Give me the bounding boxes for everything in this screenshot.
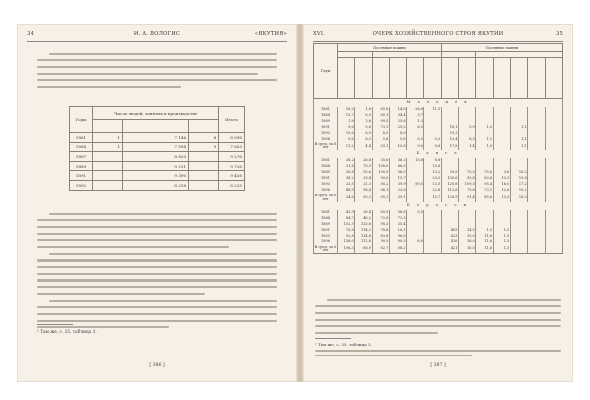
- stats-header-group-2: Посевные пашни: [441, 44, 562, 52]
- right-page: [303, 24, 573, 382]
- table-cell: 426: [441, 239, 458, 245]
- table-cell: 38,2: [338, 176, 355, 182]
- right-text-block: [315, 294, 561, 334]
- table-cell: 15,8: [389, 142, 406, 150]
- table-cell: 29,4: [355, 176, 372, 182]
- table-cell: 138,0: [338, 239, 355, 245]
- table-cell: 82,7: [372, 245, 389, 254]
- table-cell: 16,3: [510, 194, 527, 202]
- table-cell: 5,5: [424, 137, 441, 143]
- table-cell: 5,8: [389, 137, 406, 143]
- table-row: 1896 9,6 8,2 5,8 5,8 5,5 5,5 15,4 8,5 1,1 1,1: [314, 137, 563, 143]
- table-cell: 8,6: [389, 131, 406, 137]
- table-cell: 23,5: [338, 182, 355, 188]
- left-author: И. А. ВОЛОГИС: [133, 31, 181, 37]
- table-cell: 112,8: [355, 239, 372, 245]
- table-cell: 8,5: [459, 137, 476, 143]
- table-cell: 70,8: [338, 228, 355, 234]
- table-cell: 50,2: [355, 194, 372, 202]
- table-cell: 78,8: [372, 228, 389, 234]
- table-cell: 99,5: [372, 119, 389, 125]
- table-cell: 13,5: [424, 182, 441, 188]
- stats-column-header: [355, 58, 372, 99]
- table-average-row: В сред. за 6 лет 34,6 50,2 95,1 39,1 15,7 128,9 91,4 85,6 13,3 16,3: [314, 194, 563, 202]
- table-cell: 14,5: [459, 228, 476, 234]
- table-cell: 72,8: [372, 216, 389, 222]
- table-cell: 70,5: [459, 170, 476, 176]
- table-cell: 1,8: [338, 119, 355, 125]
- right-footnote-rule: [315, 338, 351, 339]
- table-cell: 46,2: [355, 216, 372, 222]
- table-cell: 6,5: [407, 125, 424, 131]
- table-cell: 102,3: [338, 222, 355, 228]
- table-cell: 36,6: [389, 210, 406, 216]
- table-cell: 13,2: [424, 170, 441, 176]
- table-cell: 113,8: [441, 188, 458, 194]
- stats-column-header: [493, 58, 510, 99]
- table-cell: 91,4: [459, 194, 476, 202]
- table-row: 1889 1,8 3,6 99,5 25,6 1,3: [314, 119, 563, 125]
- stats-header-year: Годы: [314, 44, 338, 99]
- table-cell: 90,5: [372, 239, 389, 245]
- table-cell: 29,2: [389, 125, 406, 131]
- table-cell: 1,4: [459, 142, 476, 150]
- stats-column-header: [407, 58, 424, 99]
- table-cell: 25,6: [389, 119, 406, 125]
- table-row: 1896 138,0 112,8 90,5 90,5 6,9 426 16,0 11,6 1,5: [314, 239, 563, 245]
- table-cell: 39,9: [389, 182, 406, 188]
- table-cell: 11,2: [338, 142, 355, 150]
- table-cell: 83,8: [372, 234, 389, 240]
- right-roman-numeral: XVI.: [313, 31, 325, 37]
- table-cell: 5,8: [355, 125, 372, 131]
- table-cell: 55,6: [355, 170, 372, 176]
- table-row: 1884 31,8 70,9 108,0 86,5 15,8: [314, 164, 563, 170]
- table-section-label: Б а я г а: [314, 150, 563, 158]
- table-cell: 11,6: [476, 234, 493, 240]
- table-cell: 114,8: [355, 234, 372, 240]
- table-cell: 38,2: [338, 158, 355, 164]
- table-cell: 423: [441, 234, 458, 240]
- table-cell: [528, 245, 545, 254]
- table-cell: 95,4: [476, 182, 493, 188]
- stats-column-header: [441, 58, 458, 99]
- table-cell: 1,5: [493, 228, 510, 234]
- table-cell: 26,8: [338, 170, 355, 176]
- table-cell: 1,6: [355, 107, 372, 113]
- left-text-block-top: [37, 48, 277, 88]
- table-cell: 12,6: [493, 188, 510, 194]
- table-cell: 13,7: [338, 113, 355, 119]
- left-table-subheader: [92, 120, 122, 133]
- table-cell: 15,0: [459, 234, 476, 240]
- table-cell: 88,9: [355, 245, 372, 254]
- left-footnote: ¹ Там же, с. 35, таблица 3.: [37, 330, 97, 335]
- table-cell: 36,4: [355, 210, 372, 216]
- table-cell: 16,0: [459, 245, 476, 254]
- table-average-row: В сред. за 6 лет 11,2 4,4 33,1 15,8 9,6 9,8 17,8 1,4 1,0 1,1: [314, 142, 563, 150]
- table-cell: 15,8: [424, 164, 441, 170]
- table-cell: 35,6: [372, 158, 389, 164]
- table-row: 1884 1 7 594 9 7 603: [70, 142, 245, 152]
- table-cell: 9,6: [407, 142, 424, 150]
- table-cell: 80,1: [372, 113, 389, 119]
- table-cell: 13,3: [493, 176, 510, 182]
- table-cell: [528, 142, 545, 150]
- stats-column-header: [476, 58, 493, 99]
- table-cell: 1,3: [407, 119, 424, 125]
- table-cell: 20,5: [424, 176, 441, 182]
- table-cell: [528, 194, 545, 202]
- left-head-rule: [27, 41, 287, 42]
- table-cell: 83,6: [476, 176, 493, 182]
- stats-column-header: [528, 58, 545, 99]
- statistics-table: [313, 43, 563, 254]
- table-row: 1893 92,8 114,8 83,8 96,8 423 15,0 11,6 1,5: [314, 234, 563, 240]
- table-cell: [510, 245, 527, 254]
- table-cell: 84,7: [338, 216, 355, 222]
- table-cell: 6,9: [355, 113, 372, 119]
- table-row: 1896 48,5 96,4 96,1 23,6 22,6 113,8 79,8 73,1 12,6 10,2: [314, 188, 563, 194]
- stats-column-header: [459, 58, 476, 99]
- table-cell: 16,2: [510, 170, 527, 176]
- table-cell: 1,5: [493, 239, 510, 245]
- table-cell: 17,2: [510, 182, 527, 188]
- right-footnote: ¹ Там же, с. 35, таблица 3.: [315, 342, 372, 347]
- table-cell: 11,6: [476, 239, 493, 245]
- table-section-label: Б о р о г о н: [314, 202, 563, 210]
- table-cell: 18,1: [389, 228, 406, 234]
- table-cell: 95,2: [372, 182, 389, 188]
- table-cell: 3,7: [407, 113, 424, 119]
- table-cell: 130,6: [441, 176, 458, 182]
- table-cell: [493, 142, 510, 150]
- table-row: 1891 38,2 29,4 90,0 15,7 20,5 130,6 95,8 83,6 13,3 19,8: [314, 176, 563, 182]
- left-table-subheader: [189, 120, 219, 133]
- table-cell: 26,8: [355, 158, 372, 164]
- table-row: 1884 13,7 6,9 80,1 34,4 3,7: [314, 113, 563, 119]
- table-cell: 1,5: [476, 228, 493, 234]
- left-page: [17, 24, 297, 382]
- table-cell: 120,8: [441, 182, 458, 188]
- table-average-row: В сред. за 6 лет 106,3 88,9 82,7 58,2 421 16,0 11,6 1,5: [314, 245, 563, 254]
- table-cell: 85,6: [476, 194, 493, 202]
- stats-column-header: [424, 58, 441, 99]
- table-cell: 58,2: [389, 245, 406, 254]
- table-cell: 92,8: [338, 234, 355, 240]
- table-cell: 100,9: [372, 170, 389, 176]
- stats-column-header: [338, 58, 355, 99]
- table-cell: 9,8: [424, 142, 441, 150]
- left-running-title: «ЯКУТИЯ»: [254, 31, 287, 37]
- table-cell: 5,5: [407, 137, 424, 143]
- table-cell: 16,2: [338, 107, 355, 113]
- table-cell: 1,0: [476, 125, 493, 131]
- table-cell: 22,6: [424, 188, 441, 194]
- table-cell: 3,6: [493, 170, 510, 176]
- table-cell: 11,3: [424, 107, 441, 113]
- table-cell: 15,6: [407, 158, 424, 164]
- table-cell: 36,2: [389, 158, 406, 164]
- table-row: 1892 8 218 8 225: [70, 180, 245, 190]
- table-cell: 72,3: [389, 216, 406, 222]
- table-cell: 15,7: [389, 176, 406, 182]
- table-cell: 19,3: [441, 131, 458, 137]
- table-cell: 10,2: [510, 188, 527, 194]
- table-cell: 96,8: [389, 234, 406, 240]
- table-cell: 1,5: [493, 245, 510, 254]
- table-cell: 65,9: [372, 210, 389, 216]
- stats-header-group-1: Посевные пашни: [338, 44, 442, 52]
- stats-column-header: [389, 58, 406, 99]
- table-cell: 26,6: [407, 107, 424, 113]
- table-cell: 1,1: [510, 137, 527, 143]
- stats-column-header: [545, 58, 562, 99]
- table-row: 1889 102,3 125,8 98,3 35,4: [314, 222, 563, 228]
- table-cell: 14,6: [389, 107, 406, 113]
- table-cell: 128,9: [441, 194, 458, 202]
- table-row: 1891 9,6 5,8 73,1 29,2 6,5 18,1 0,9 1,0 1,1: [314, 125, 563, 131]
- table-cell: 0,9: [459, 125, 476, 131]
- right-footnote-text: [315, 342, 561, 356]
- table-cell: 16,0: [493, 182, 510, 188]
- table-row: 1891 9 390 9 458: [70, 171, 245, 181]
- table-cell: 8,8: [424, 158, 441, 164]
- table-cell: 96,4: [355, 188, 372, 194]
- table-row: 1881 38,2 26,8 35,6 36,2 15,6 8,8: [314, 158, 563, 164]
- table-cell: 6,9: [407, 239, 424, 245]
- table-cell: 13,3: [493, 194, 510, 202]
- table-cell: 1,1: [510, 142, 527, 150]
- table-cell: [407, 194, 424, 202]
- table-section-label: М а л ь ц е в: [314, 99, 563, 108]
- table-cell: [545, 142, 562, 150]
- table-cell: 4,4: [355, 142, 372, 150]
- table-cell: 31,8: [338, 164, 355, 170]
- table-cell: 65,8: [372, 107, 389, 113]
- table-row: 1881 16,2 1,6 65,8 14,6 26,6 11,3: [314, 107, 563, 113]
- left-table: [69, 106, 245, 191]
- table-cell: 35,4: [389, 222, 406, 228]
- table-cell: 9,6: [338, 125, 355, 131]
- table-cell: 90,5: [389, 239, 406, 245]
- table-cell: 19,8: [510, 176, 527, 182]
- left-footnote-rule: [37, 324, 73, 325]
- table-cell: 108,0: [372, 164, 389, 170]
- table-row: 1891 70,8 114,2 78,8 18,1 405 14,5 1,5 1,5: [314, 228, 563, 234]
- left-page-number: 34: [27, 31, 35, 37]
- table-cell: 16,0: [459, 239, 476, 245]
- table-row: 1884 84,7 46,2 72,8 72,3: [314, 216, 563, 222]
- table-cell: 48,5: [338, 188, 355, 194]
- left-running-head: [27, 31, 287, 41]
- statistics-table-body: [314, 99, 563, 254]
- table-cell: 79,8: [459, 188, 476, 194]
- table-cell: [545, 194, 562, 202]
- table-cell: 90,0: [372, 176, 389, 182]
- table-cell: 8,2: [355, 137, 372, 143]
- table-cell: 1,1: [476, 137, 493, 143]
- table-cell: 36,5: [389, 170, 406, 176]
- table-cell: 1,5: [493, 234, 510, 240]
- table-cell: 6,9: [355, 131, 372, 137]
- table-cell: 5,8: [372, 137, 389, 143]
- left-table-header-total: Итого: [219, 107, 245, 133]
- table-cell: 86,5: [389, 164, 406, 170]
- table-cell: 109,5: [459, 182, 476, 188]
- right-running-head: [313, 31, 563, 41]
- table-row: 1889 9 211 9 726: [70, 161, 245, 171]
- table-cell: [407, 245, 424, 254]
- stats-column-header: [510, 58, 527, 99]
- table-cell: 21,3: [355, 182, 372, 188]
- left-folio: [ 386 ]: [149, 363, 165, 368]
- table-cell: 11,6: [476, 245, 493, 254]
- left-text-block-bottom: [37, 208, 277, 328]
- stats-column-header: [372, 58, 389, 99]
- table-row: 1893 10,6 6,9 8,5 8,6 19,3: [314, 131, 563, 137]
- table-cell: 125,8: [355, 222, 372, 228]
- right-head-rule: [313, 41, 563, 42]
- table-cell: 1,0: [476, 142, 493, 150]
- table-cell: 10,6: [338, 131, 355, 137]
- table-cell: 99,5: [407, 182, 424, 188]
- table-cell: [545, 245, 562, 254]
- right-page-number: 35: [555, 31, 563, 37]
- table-row: 1889 26,8 55,6 100,9 36,5 13,2 29,8 70,5 75,6 3,6 16,2: [314, 170, 563, 176]
- table-cell: 18,1: [441, 125, 458, 131]
- table-cell: 421: [441, 245, 458, 254]
- table-cell: 70,9: [355, 164, 372, 170]
- table-cell: 15,7: [424, 194, 441, 202]
- left-table-header-group: Число людей, занятых в производстве: [92, 107, 218, 120]
- table-cell: 23,6: [389, 188, 406, 194]
- table-cell: 73,1: [372, 125, 389, 131]
- table-cell: 73,1: [476, 188, 493, 194]
- table-cell: 8,5: [372, 131, 389, 137]
- table-cell: 29,8: [441, 170, 458, 176]
- table-row: 1887 8 620 9 276: [70, 152, 245, 162]
- table-cell: 3,6: [355, 119, 372, 125]
- left-table-header-year: Годы: [70, 107, 93, 133]
- table-row: 1881 1 7 146 8 8 098: [70, 133, 245, 143]
- table-cell: 405: [441, 228, 458, 234]
- table-row: 1893 23,5 21,3 95,2 39,9 99,5 13,5 120,8 109,5 95,4 16,0 17,2: [314, 182, 563, 188]
- table-cell: 17,8: [441, 142, 458, 150]
- table-cell: 33,1: [372, 142, 389, 150]
- table-cell: 96,1: [372, 188, 389, 194]
- table-cell: 95,8: [459, 176, 476, 182]
- table-cell: 1,1: [510, 125, 527, 131]
- table-cell: 9,5: [407, 210, 424, 216]
- table-cell: 34,4: [389, 113, 406, 119]
- table-cell: 98,3: [372, 222, 389, 228]
- table-cell: 34,6: [338, 194, 355, 202]
- right-running-title: ОЧЕРК ХОЗЯЙСТВЕННОГО СТРОЯ ЯКУТИИ: [372, 31, 504, 37]
- table-cell: 95,1: [372, 194, 389, 202]
- table-row: 1881 43,9 36,4 65,9 36,6 9,5: [314, 210, 563, 216]
- table-cell: 39,1: [389, 194, 406, 202]
- table-cell: 75,6: [476, 170, 493, 176]
- table-cell: 114,2: [355, 228, 372, 234]
- right-folio: [ 387 ]: [430, 363, 446, 368]
- left-table-subheader: [122, 120, 188, 133]
- table-cell: 106,3: [338, 245, 355, 254]
- table-cell: 9,6: [338, 137, 355, 143]
- table-cell: 15,4: [441, 137, 458, 143]
- table-cell: [424, 245, 441, 254]
- table-cell: 43,9: [338, 210, 355, 216]
